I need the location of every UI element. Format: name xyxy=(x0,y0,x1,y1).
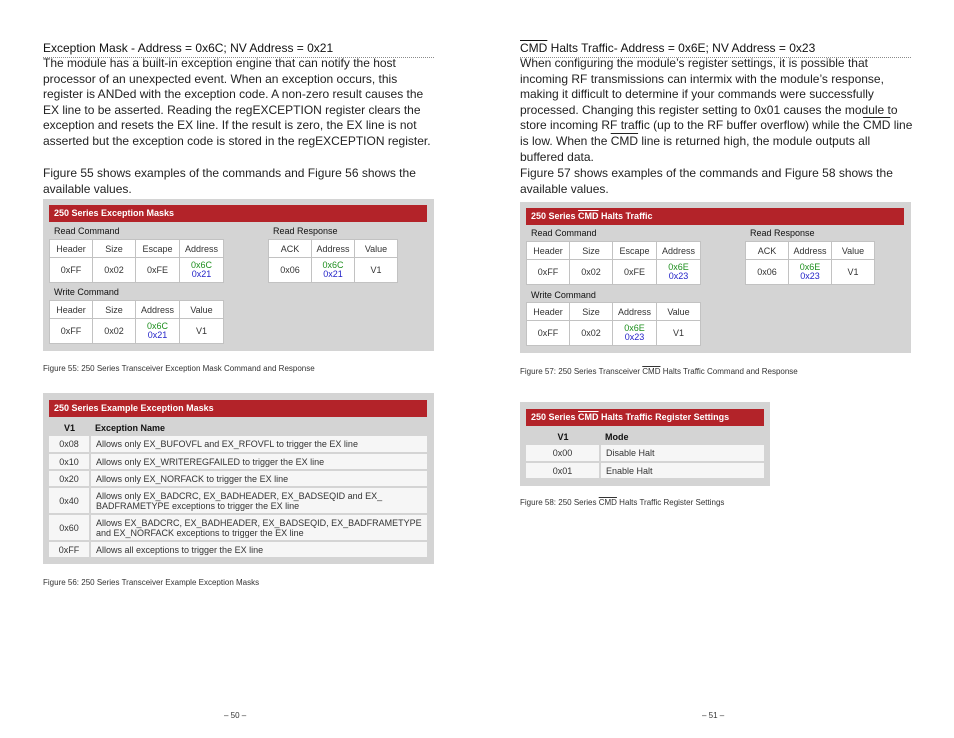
table-cell: 0x06 xyxy=(269,258,312,283)
figure-55-title: 250 Series Exception Masks xyxy=(49,205,427,222)
table-row xyxy=(526,462,764,479)
table-cell: 0x06 xyxy=(746,260,789,285)
table-cell: 0xFE xyxy=(136,258,180,283)
setting-mode: Enable Halt xyxy=(600,462,764,479)
title-text: 250 Series xyxy=(531,211,579,221)
figure-57-caption xyxy=(520,367,798,376)
table-row xyxy=(49,514,427,541)
table-cell: V1 xyxy=(832,260,875,285)
title-text: 250 Series xyxy=(531,412,579,422)
section-heading-exception-mask: Exception Mask - Address = 0x6C; NV Address = 0x21 xyxy=(43,41,434,58)
read-response-table xyxy=(268,239,398,283)
cmd-signal-label: $\overline{CMD}$ xyxy=(642,367,661,376)
table-cell: V1 xyxy=(355,258,398,283)
mask-description: Allows only EX_WRITEREGFAILED to trigger the EX line xyxy=(90,453,427,470)
address-value: 0x6C xyxy=(146,321,168,331)
table-cell: 0x02 xyxy=(93,319,136,344)
mask-description-line: Allows EX_BADCRC, EX_BADHEADER, EX_BADSEQID, EX_BADFRAMETYPE xyxy=(96,517,422,528)
mask-description: Allows only EX_BUFOVFL and EX_RFOVFL to trigger the EX line xyxy=(90,436,427,453)
nv-address-value: 0x21 xyxy=(147,330,168,340)
table-header-cell: Header xyxy=(50,301,93,319)
halt-settings-table xyxy=(526,428,764,480)
mask-description-line: and EX_NORFACK exceptions to trigger the EX line xyxy=(96,527,304,538)
read-command-table xyxy=(49,239,224,283)
address-cell xyxy=(613,321,657,346)
table-header-cell: ACK xyxy=(746,242,789,260)
table-row xyxy=(49,470,427,487)
read-command-label: Read Command xyxy=(54,226,120,236)
mask-code: 0x08 xyxy=(49,436,90,453)
figure-55-caption: Figure 55: 250 Series Transceiver Exception Mask Command and Response xyxy=(43,364,315,373)
mask-description xyxy=(90,514,427,541)
table-header-cell: Address xyxy=(657,242,701,260)
cmd-signal-label: $\overline{CMD}$ xyxy=(520,41,548,55)
figure-56-title: 250 Series Example Exception Masks xyxy=(49,400,427,417)
figure-56-panel xyxy=(43,393,434,564)
table-row xyxy=(49,453,427,470)
mask-code: 0xFF xyxy=(49,541,90,558)
mask-code: 0x40 xyxy=(49,487,90,514)
read-response-table xyxy=(745,241,875,285)
table-header-cell: Value xyxy=(355,240,398,258)
column-header-v1: V1 xyxy=(63,422,75,433)
table-cell: 0xFF xyxy=(50,319,93,344)
table-cell: 0x02 xyxy=(93,258,136,283)
description-text: When configuring the module’s register settings, it is possible that incoming RF transmissions can intermix with the module’s response, making it difficult to determine if your commands were successfully processed. Changing this register setting to 0x01 causes the module to store incoming RF traffic (up to the RF buffer overflow) while the xyxy=(520,56,898,133)
mask-description xyxy=(90,487,427,514)
mask-code: 0x60 xyxy=(49,514,90,541)
write-command-table xyxy=(526,302,701,346)
table-row xyxy=(49,436,427,453)
address-cell xyxy=(180,258,224,283)
column-header-mode: Mode xyxy=(605,431,629,442)
table-header-cell: Size xyxy=(570,303,613,321)
cmd-signal-label: $\overline{CMD}$ xyxy=(598,498,617,507)
table-cell: 0x02 xyxy=(570,321,613,346)
nv-address-value: 0x21 xyxy=(323,269,343,279)
address-value: 0x6E xyxy=(668,262,689,272)
table-cell: V1 xyxy=(180,319,224,344)
table-header-cell: Header xyxy=(50,240,93,258)
read-command-label: Read Command xyxy=(531,228,597,238)
figure-56-caption: Figure 56: 250 Series Transceiver Example Exception Masks xyxy=(43,578,260,587)
mask-description: Allows only EX_NORFACK to trigger the EX line xyxy=(90,470,427,487)
exception-mask-description: The module has a built-in exception engine that can notify the host processor of an unexpected event. When an exception occurs, this register is ANDed with the exception code. A non-zero result causes the EX line to be asserted. Reading the regEXCEPTION register clears the exception and resets the EX line. If the result is zero, the EX line is not asserted but the exception code is stored in the regEXCEPTION register. xyxy=(43,56,431,148)
table-header-cell: Address xyxy=(180,240,224,258)
table-cell: 0xFF xyxy=(50,258,93,283)
figure-57-panel xyxy=(520,202,911,353)
write-command-table xyxy=(49,300,224,344)
address-value: 0x6E xyxy=(624,323,645,333)
cmd-halts-figure-reference: Figure 57 shows examples of the commands and Figure 58 shows the available values. xyxy=(520,166,893,196)
table-header-cell: Size xyxy=(93,301,136,319)
setting-code: 0x00 xyxy=(526,445,600,462)
mask-code: 0x20 xyxy=(49,470,90,487)
cmd-signal-label: $\overline{CMD}$ xyxy=(578,211,599,221)
page-number-right: – 51 – xyxy=(702,711,725,720)
address-cell xyxy=(136,319,180,344)
column-header-v1: V1 xyxy=(557,431,569,442)
nv-address-value: 0x23 xyxy=(624,332,645,342)
cmd-signal-label: $\overline{CMD}$ xyxy=(578,412,599,422)
table-header-cell: Header xyxy=(527,303,570,321)
setting-code: 0x01 xyxy=(526,462,600,479)
table-header-cell: Value xyxy=(180,301,224,319)
nv-address-value: 0x21 xyxy=(191,269,212,279)
table-cell: 0xFE xyxy=(613,260,657,285)
table-header-cell: Address xyxy=(789,242,832,260)
table-header-cell: Address xyxy=(136,301,180,319)
mask-description-line: BADFRAMETYPE exceptions to trigger the EX line xyxy=(96,500,300,511)
table-header-cell: Size xyxy=(93,240,136,258)
title-text: Halts Traffic Register Settings xyxy=(598,412,730,422)
read-response-label: Read Response xyxy=(750,228,815,238)
mask-description-line: Allows only EX_BADCRC, EX_BADHEADER, EX_BADSEQID and EX_ xyxy=(96,490,383,501)
table-header-cell: Escape xyxy=(613,242,657,260)
figure-58-title xyxy=(526,409,764,426)
table-row xyxy=(49,541,427,558)
nv-address-value: 0x23 xyxy=(668,271,689,281)
table-cell: 0xFF xyxy=(527,321,570,346)
table-row xyxy=(49,487,427,514)
table-header-cell: Address xyxy=(613,303,657,321)
exception-masks-table xyxy=(49,419,427,559)
address-cell xyxy=(312,258,355,283)
table-header-cell: Value xyxy=(832,242,875,260)
setting-mode: Disable Halt xyxy=(600,445,764,462)
caption-text: Figure 57: 250 Series Transceiver xyxy=(520,367,643,376)
table-header-cell: Address xyxy=(312,240,355,258)
table-header-cell: Escape xyxy=(136,240,180,258)
page-number-left: – 50 – xyxy=(224,711,247,720)
table-header-cell: ACK xyxy=(269,240,312,258)
mask-code: 0x10 xyxy=(49,453,90,470)
caption-text: Halts Traffic Register Settings xyxy=(616,498,725,507)
address-value: 0x6C xyxy=(190,260,212,270)
caption-text: Figure 58: 250 Series xyxy=(520,498,599,507)
nv-address-value: 0x23 xyxy=(800,271,820,281)
read-response-label: Read Response xyxy=(273,226,338,236)
caption-text: Halts Traffic Command and Response xyxy=(660,367,798,376)
figure-58-caption xyxy=(520,498,724,507)
cmd-halts-description xyxy=(520,56,913,165)
table-header-cell: Header xyxy=(527,242,570,260)
address-value: 0x6C xyxy=(322,260,344,270)
table-row xyxy=(526,445,764,462)
figure-57-title xyxy=(526,208,904,225)
table-header-cell: Size xyxy=(570,242,613,260)
write-command-label: Write Command xyxy=(531,290,596,300)
write-command-label: Write Command xyxy=(54,287,119,297)
figure-58-panel xyxy=(520,402,770,486)
description-text: line is returned high, the module outputs all buffered data. xyxy=(520,133,871,164)
table-cell: 0x02 xyxy=(570,260,613,285)
address-cell xyxy=(789,260,832,285)
title-text: Halts Traffic xyxy=(598,211,653,221)
cmd-signal-label: $\overline{CMD}$ xyxy=(863,118,891,133)
table-header-cell: Value xyxy=(657,303,701,321)
description-text: line is low. When the xyxy=(520,118,913,148)
table-cell: V1 xyxy=(657,321,701,346)
figure-55-panel xyxy=(43,199,434,351)
mask-description: Allows all exceptions to trigger the EX line xyxy=(90,541,427,558)
column-header-exception-name: Exception Name xyxy=(95,422,166,433)
cmd-signal-label: $\overline{CMD}$ xyxy=(610,133,639,148)
heading-text: Halts Traffic- Address = 0x6E; NV Address = 0x23 xyxy=(547,41,816,55)
address-value: 0x6E xyxy=(799,262,821,272)
address-cell xyxy=(657,260,701,285)
exception-mask-figure-reference: Figure 55 shows examples of the commands and Figure 56 shows the available values. xyxy=(43,166,416,196)
read-command-table xyxy=(526,241,701,285)
table-cell: 0xFF xyxy=(527,260,570,285)
